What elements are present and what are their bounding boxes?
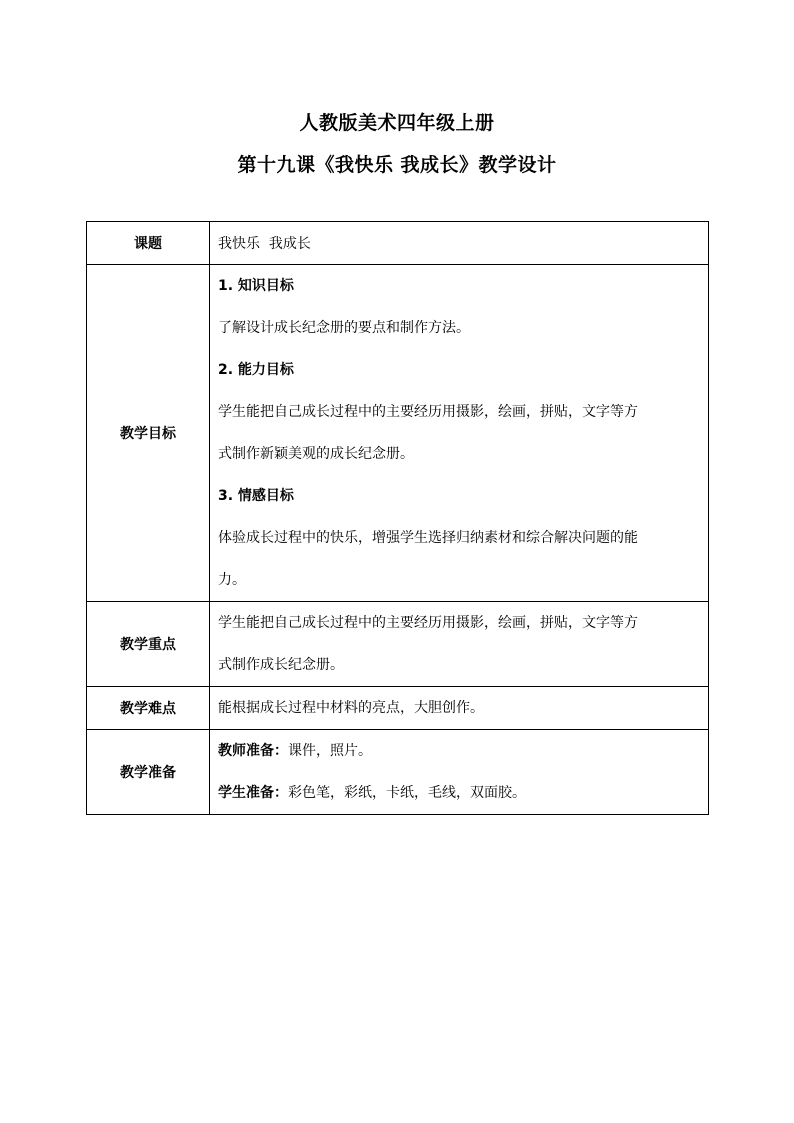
table-row-topic — [87, 222, 709, 265]
table-row-difficulty — [87, 687, 709, 730]
key-points-content — [210, 602, 709, 687]
key-points-label: 教学重点 — [87, 602, 210, 687]
knowledge-text: 了解设计成长纪念册的要点和制作方法。 — [218, 320, 470, 336]
difficulty-text: 能根据成长过程中材料的亮点，大胆创作。 — [218, 700, 484, 716]
ability-text-line1: 学生能把自己成长过程中的主要经历用摄影，绘画，拼贴，文字等方 — [218, 404, 638, 420]
topic-value — [210, 222, 709, 265]
table-row-key-points — [87, 602, 709, 687]
preparation-label: 教学准备 — [87, 730, 210, 815]
document-title: 人教版美术四年级上册 — [299, 112, 495, 134]
emotion-heading: 3. 情感目标 — [218, 488, 294, 504]
emotion-text-line1: 体验成长过程中的快乐，增强学生选择归纳素材和综合解决问题的能 — [218, 530, 638, 546]
table-row-preparation — [87, 730, 709, 815]
student-prep-text: 彩色笔，彩纸，卡纸，毛线，双面胶。 — [288, 785, 526, 801]
difficulty-content — [210, 687, 709, 730]
teacher-prep-label: 教师准备： — [218, 743, 288, 759]
preparation-content — [210, 730, 709, 815]
key-points-line1: 学生能把自己成长过程中的主要经历用摄影，绘画，拼贴，文字等方 — [218, 615, 638, 631]
topic-label: 课题 — [87, 222, 210, 265]
emotion-text-line2: 力。 — [218, 572, 246, 588]
lesson-plan-table — [86, 221, 709, 815]
teacher-prep-text: 课件，照片。 — [288, 743, 372, 759]
key-points-line2: 式制作成长纪念册。 — [218, 657, 344, 673]
objectives-content — [210, 265, 709, 602]
teacher-prep-line — [218, 730, 700, 772]
topic-text: 我快乐 我成长 — [218, 236, 311, 252]
ability-heading: 2. 能力目标 — [218, 362, 294, 378]
objectives-label: 教学目标 — [87, 265, 210, 602]
table-row-objectives — [87, 265, 709, 602]
ability-text-line2: 式制作新颖美观的成长纪念册。 — [218, 446, 414, 462]
difficulty-label: 教学难点 — [87, 687, 210, 730]
student-prep-label: 学生准备： — [218, 785, 288, 801]
document-subtitle: 第十九课《我快乐 我成长》教学设计 — [237, 154, 557, 176]
knowledge-heading: 1. 知识目标 — [218, 278, 294, 294]
student-prep-line — [218, 772, 700, 814]
